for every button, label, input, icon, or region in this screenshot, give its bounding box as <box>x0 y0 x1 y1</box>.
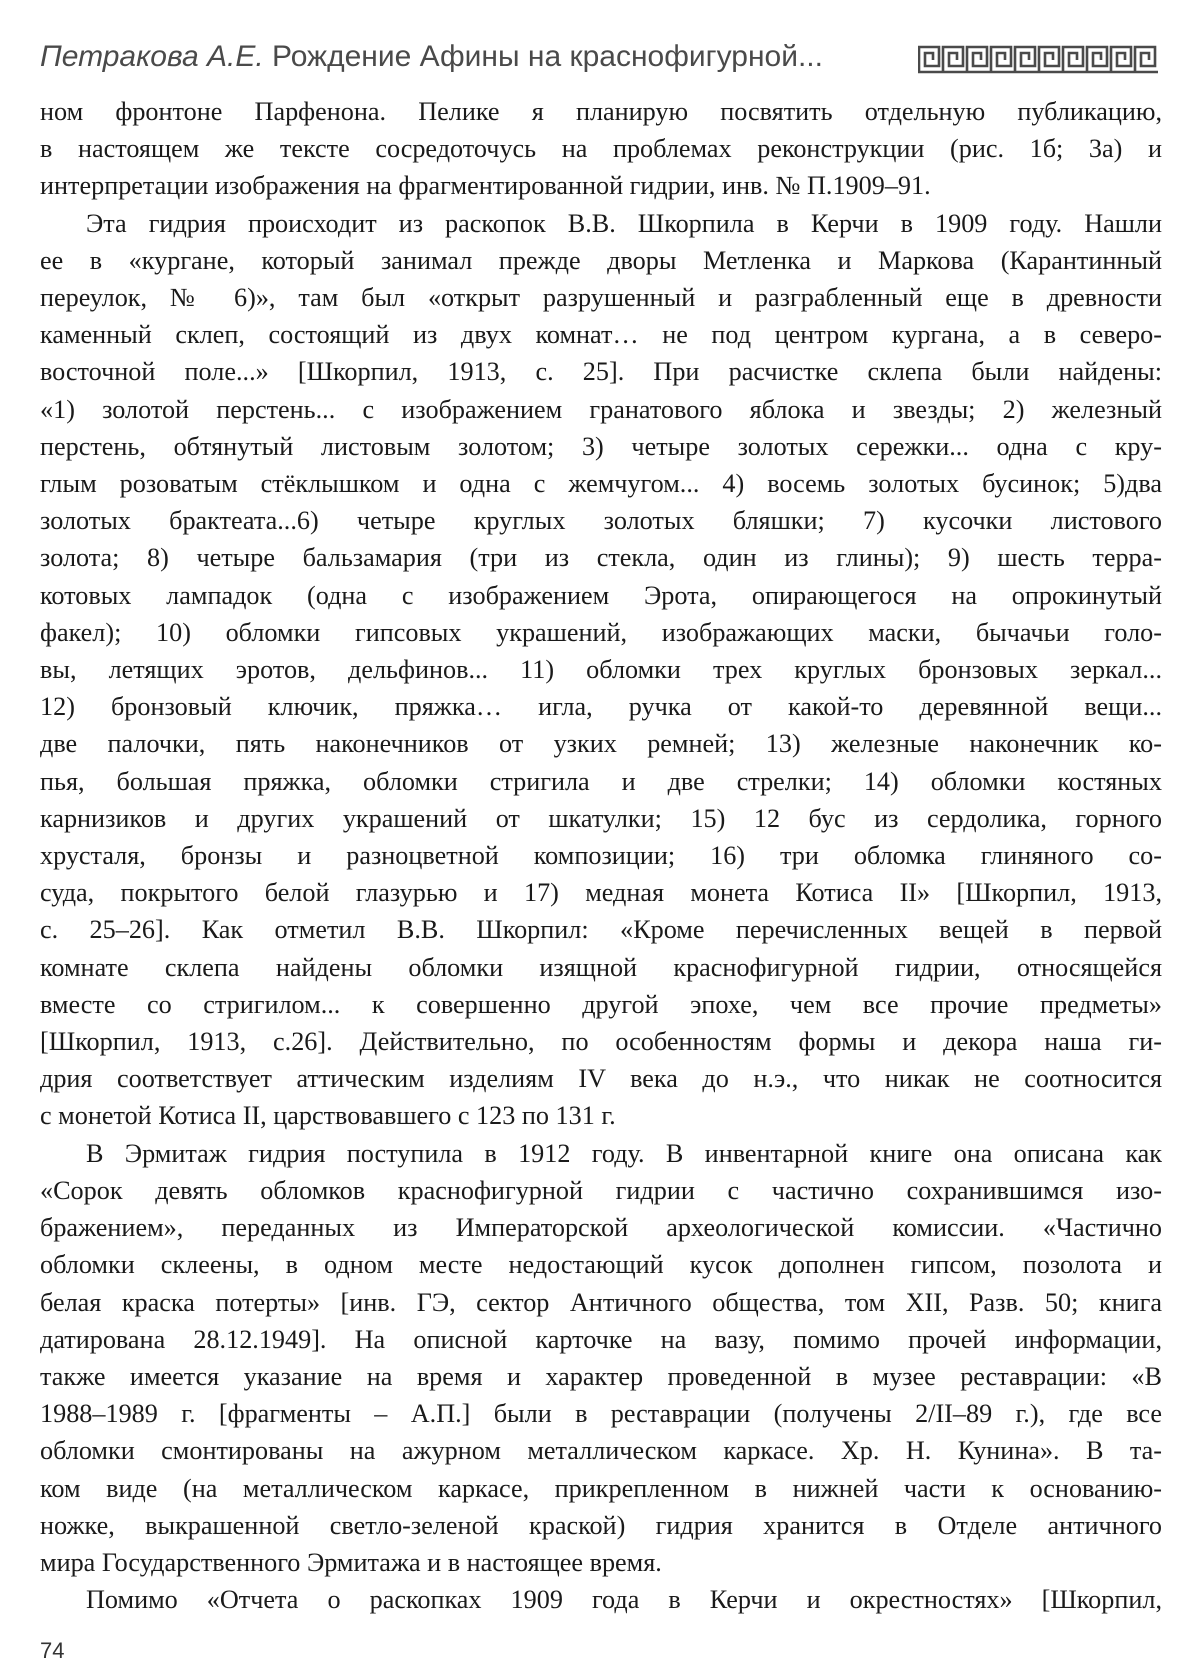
text-line: [Шкорпил, 1913, с.26]. Действительно, по особенностям формы и декора наша ги- <box>40 1027 1162 1057</box>
meander-unit <box>1135 47 1155 71</box>
text-line: перстень, обтянутый листовым золотом; 3) четыре золотых сережки... одна с кру- <box>40 431 1162 461</box>
meander-unit <box>991 47 1011 71</box>
text-line: переулок, № 6)», там был «открыт разрушенный и разграбленный еще в древности <box>40 283 1162 313</box>
text-line: с монетой Котиса II, царствовавшего с 123 по 131 г. <box>40 1101 616 1131</box>
text-line: обломки смонтированы на ажурном металлическом каркасе. Хр. Н. Кунина». В та- <box>40 1436 1162 1466</box>
text-line: датирована 28.12.1949]. На описной карточке на вазу, помимо прочей информации, <box>40 1324 1162 1354</box>
text-line: дрия соответствует аттическим изделиям IV века до н.э., что никак не соотносится <box>40 1064 1162 1094</box>
meander-unit <box>1063 47 1083 71</box>
text-line: ном фронтоне Парфенона. Пелике я планирую посвятить отдельную публикацию, <box>40 97 1162 126</box>
text-line: хрусталя, бронзы и разноцветной композиции; 16) три обломка глиняного со- <box>40 841 1162 871</box>
text-line: также имеется указание на время и характер проведенной в музее реставрации: «В <box>40 1361 1162 1391</box>
meander-unit <box>967 47 987 71</box>
text-line: восточной поле...» [Шкорпил, 1913, с. 25]. При расчистке склепа были найдены: <box>40 357 1162 387</box>
article-body <box>40 93 1162 1618</box>
text-line: глым розоватым стёклышком и одна с жемчугом... 4) восемь золотых бусинок; 5)два <box>40 469 1162 499</box>
running-head-author: Петракова А.Е. <box>40 40 264 73</box>
page-number: 74 <box>40 1638 65 1663</box>
text-line: Эта гидрия происходит из раскопок В.В. Шкорпила в Керчи в 1909 году. Нашли <box>86 208 1162 238</box>
text-line: пья, большая пряжка, обломки стригила и две стрелки; 14) обломки костяных <box>40 766 1162 796</box>
paragraph <box>40 1581 1162 1618</box>
paragraph <box>40 1135 1162 1581</box>
text-line: Помимо «Отчета о раскопках 1909 года в Керчи и окрестностях» [Шкорпил, <box>86 1585 1162 1615</box>
text-line: обломки склеены, в одном месте недостающий кусок дополнен гипсом, позолота и <box>40 1250 1162 1280</box>
greek-meander-ornament <box>918 44 1158 74</box>
text-line: интерпретации изображения на фрагментированной гидрии, инв. № П.1909–91. <box>40 171 931 201</box>
text-line: 12) бронзовый ключик, пряжка… игла, ручка от какой-то деревянной вещи... <box>40 692 1162 722</box>
text-line: комнате склепа найдены обломки изящной краснофигурной гидрии, относящейся <box>40 952 1162 982</box>
text-line: 1988–1989 г. [фрагменты – А.П.] были в реставрации (получены 2/II–89 г.), где все <box>40 1399 1162 1429</box>
meander-unit <box>1111 47 1131 71</box>
meander-unit <box>943 47 963 71</box>
meander-unit <box>919 47 939 71</box>
text-line: золотых брактеата...6) четыре круглых золотых бляшки; 7) кусочки листового <box>40 506 1162 536</box>
text-line: каменный склеп, состоящий из двух комнат… не под центром кургана, а в северо- <box>40 320 1162 350</box>
text-line: бражением», переданных из Императорской археологической комиссии. «Частично <box>40 1213 1162 1243</box>
text-line: вы, летящих эротов, дельфинов... 11) обломки трех круглых бронзовых зеркал... <box>40 655 1162 685</box>
text-line: карнизиков и других украшений от шкатулки; 15) 12 бус из сердолика, горного <box>40 803 1162 833</box>
paragraph <box>40 205 1162 1135</box>
text-line: ее в «кургане, который занимал прежде дворы Метленка и Маркова (Карантинный <box>40 245 1162 275</box>
text-line: «1) золотой перстень... с изображением гранатового яблока и звезды; 2) железный <box>40 394 1162 424</box>
text-line: в настоящем же тексте сосредоточусь на проблемах реконструкции (рис. 1б; 3а) и <box>40 134 1162 164</box>
text-line: ком виде (на металлическом каркасе, прикрепленном в нижней части к основанию- <box>40 1473 1162 1503</box>
text-line: две палочки, пять наконечников от узких ремней; 13) железные наконечник ко- <box>40 729 1162 759</box>
text-line: золота; 8) четыре бальзамария (три из стекла, один из глины); 9) шесть терра- <box>40 543 1162 573</box>
text-line: В Эрмитаж гидрия поступила в 1912 году. В инвентарной книге она описана как <box>86 1138 1162 1168</box>
running-head <box>40 34 1162 80</box>
running-head-title: Рождение Афины на краснофигурной... <box>263 40 823 73</box>
text-line: котовых лампадок (одна с изображением Эрота, опирающегося на опрокинутый <box>40 580 1162 610</box>
text-line: мира Государственного Эрмитажа и в настоящее время. <box>40 1547 662 1577</box>
text-line: факел); 10) обломки гипсовых украшений, изображающих маски, бычачьи голо- <box>40 617 1162 647</box>
text-line: суда, покрытого белой глазурью и 17) медная монета Котиса II» [Шкорпил, 1913, <box>40 878 1162 908</box>
meander-unit <box>1087 47 1107 71</box>
meander-unit <box>1039 47 1059 71</box>
text-line: с. 25–26]. Как отметил В.В. Шкорпил: «Кроме перечисленных вещей в первой <box>40 915 1162 945</box>
meander-unit <box>1015 47 1035 71</box>
text-line: белая краска потерты» [инв. ГЭ, сектор Античного общества, том XII, Разв. 50; книга <box>40 1287 1162 1317</box>
text-line: «Сорок девять обломков краснофигурной гидрии с частично сохранившимся изо- <box>40 1175 1162 1205</box>
text-line: ножке, выкрашенной светло-зеленой краской) гидрия хранится в Отделе античного <box>40 1510 1162 1540</box>
paragraph <box>40 93 1162 205</box>
text-line: вместе со стригилом... к совершенно другой эпохе, чем все прочие предметы» <box>40 989 1162 1019</box>
